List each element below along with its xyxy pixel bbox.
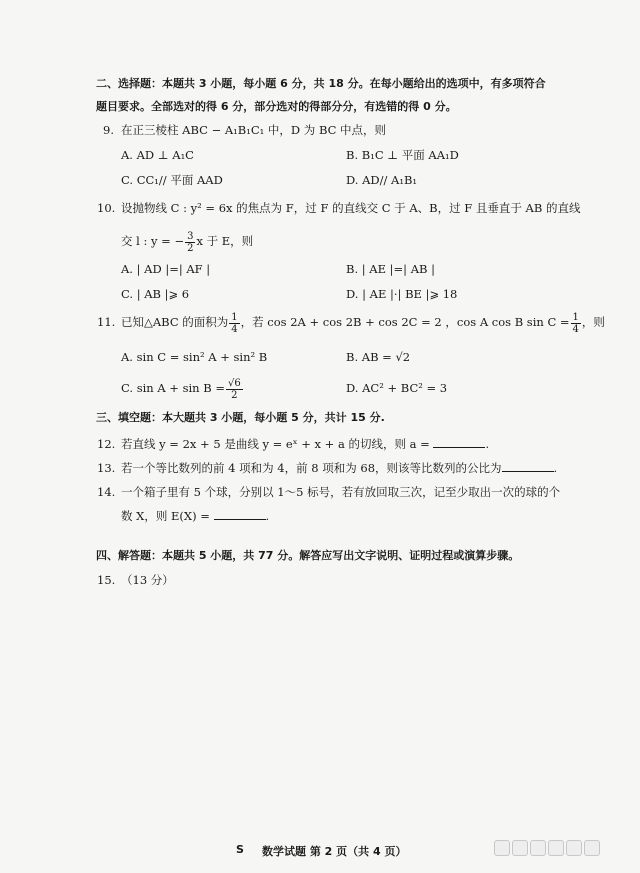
footer-code: S [236,843,244,856]
section4-header: 四、解答题：本题共 5 小题，共 77 分。解答应写出文字说明、证明过程或演算步骤。 [96,549,520,562]
watermark-icon [530,840,546,856]
q12-number: 12. [97,437,116,451]
watermark-icon [584,840,600,856]
q14-line2 [121,508,269,524]
q13-text [121,460,557,476]
q12-stem: 若直线 y = 2x + 5 是曲线 y = eˣ + x + a 的切线，则 a = [121,437,430,451]
q13-number: 13. [97,461,116,475]
q12-end: . [485,437,490,451]
q11-number: 11. [97,315,116,329]
q15-text: （13 分） [121,573,174,587]
q12-answer-blank[interactable] [433,436,485,448]
watermark-icons [494,840,612,860]
q10-stem-line2 [121,228,253,254]
q11-stem-mid: ，若 cos 2A + cos 2B + cos 2C = 2 ，cos A cos B sin C = [240,315,570,329]
q10-number: 10. [97,201,116,215]
watermark-icon [566,840,582,856]
q10-stem2-pre: 交 l : y = − [121,234,185,248]
q11-fraction2 [571,312,581,335]
q11-option-c-fraction [226,378,243,401]
q14-line1: 一个箱子里有 5 个球，分别以 1～5 标号，若有放回取三次，记至少取出一次的球的个 [121,485,561,499]
q11-option-b: B. AB = √2 [346,350,411,364]
q14-end: . [265,509,270,523]
q11-c-num: √6 [227,377,241,389]
q10-stem2-post: x 于 E，则 [196,234,254,248]
q11-frac2-den: 4 [572,323,579,335]
q11-stem-pre: 已知△ABC 的面积为 [121,315,229,329]
q11-option-a: A. sin C = sin² A + sin² B [121,350,268,364]
section2-header-line2: 题目要求。全部选对的得 6 分，部分选对的得部分分，有选错的得 0 分。 [96,100,457,113]
q11-frac1-num: 1 [231,311,238,323]
q11-c-den: 2 [231,389,238,401]
q11-stem-post: ，则 [581,315,605,329]
q13-stem: 若一个等比数列的前 4 项和为 4，前 8 项和为 68，则该等比数列的公比为 [121,461,502,475]
q11-option-c-pre: C. sin A + sin B = [121,381,225,395]
q14-stem: 数 X，则 E(X) = [121,509,210,523]
q10-frac-num: 3 [187,230,194,242]
q14-answer-blank[interactable] [214,508,266,520]
watermark-icon [512,840,528,856]
q10-frac-den: 2 [187,242,194,254]
q13-end: . [553,461,558,475]
q9-number: 9. [103,123,114,137]
q10-option-b: B. | AE |=| AB | [346,262,435,276]
q9-option-d: D. AD// A₁B₁ [346,173,418,187]
q11-option-c [121,374,244,402]
q10-option-c: C. | AB |⩾ 6 [121,287,190,301]
q10-stem-line1: 设抛物线 C : y² = 6x 的焦点为 F，过 F 的直线交 C 于 A、B，过 F 且垂直于 AB 的直线 [121,201,581,215]
q15-number: 15. [97,573,116,587]
q11-frac1-den: 4 [231,323,238,335]
q9-option-c: C. CC₁// 平面 AAD [121,173,223,187]
q10-option-d: D. | AE |·| BE |⩾ 18 [346,287,458,301]
section2-header-line1: 二、选择题：本题共 3 小题，每小题 6 分，共 18 分。在每小题给出的选项中，有多项符合 [96,77,546,90]
q9-option-a: A. AD ⊥ A₁C [121,148,194,162]
section3-header: 三、填空题：本大题共 3 小题，每小题 5 分，共计 15 分. [96,411,385,424]
watermark-icon [494,840,510,856]
q11-stem [121,308,605,336]
q10-option-a: A. | AD |=| AF | [121,262,211,276]
q9-stem: 在正三棱柱 ABC − A₁B₁C₁ 中，D 为 BC 中点，则 [121,123,387,137]
q10-fraction [185,231,195,254]
watermark-icon [548,840,564,856]
q11-frac2-num: 1 [572,311,579,323]
q12-text [121,436,489,452]
q11-fraction1 [229,312,239,335]
q9-option-b: B. B₁C ⊥ 平面 AA₁D [346,148,459,162]
q14-number: 14. [97,485,116,499]
q13-answer-blank[interactable] [502,460,554,472]
footer-title: 数学试题 第 2 页（共 4 页） [262,845,407,858]
q11-option-d: D. AC² + BC² = 3 [346,381,448,395]
